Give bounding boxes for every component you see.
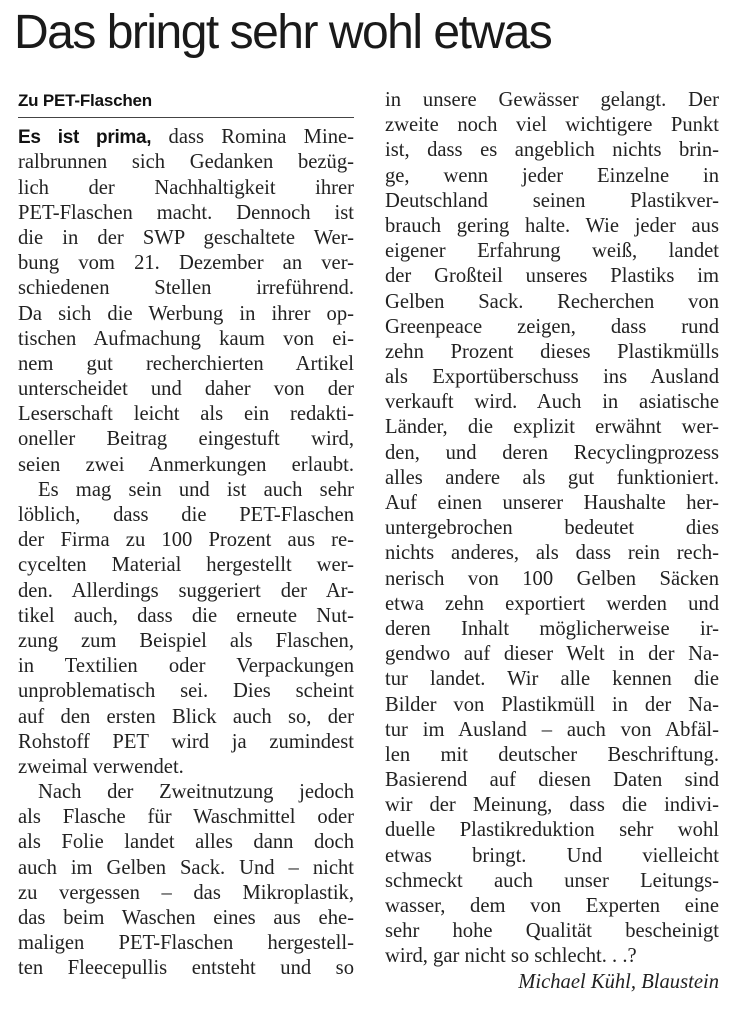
text-line: Auf einen unserer Haushalte her- <box>385 492 719 514</box>
text-line: in unsere Gewässer gelangt. Der <box>385 89 719 111</box>
article-kicker: Zu PET-Flaschen <box>18 91 152 110</box>
text-line: bung vom 21. Dezember an ver- <box>18 252 354 275</box>
text-line: die in der SWP geschaltete Wer- <box>18 226 354 249</box>
lead-line-text: dass Romina Mine- <box>151 126 354 149</box>
text-line: Greenpeace zeigen, dass rund <box>385 315 719 338</box>
text-line: Es mag sein und ist auch sehr <box>38 478 354 501</box>
text-line: tur im Ausland – auch von Abfäl- <box>385 718 719 741</box>
text-line: schiedenen Stellen irreführend. <box>18 277 354 300</box>
right-column <box>385 88 719 995</box>
text-line: Da sich die Werbung in ihrer op- <box>18 302 354 325</box>
text-line: Nach der Zweitnutzung jedoch <box>38 781 354 804</box>
text-line: Rohstoff PET wird ja zumindest <box>18 730 354 753</box>
text-line: oneller Beitrag eingestuft wird, <box>18 428 354 451</box>
left-column-lines <box>18 150 354 981</box>
text-line: ralbrunnen sich Gedanken bezüg- <box>18 151 354 174</box>
text-line: sehr hohe Qualität bescheinigt <box>385 920 719 943</box>
text-line: wird, gar nicht so schlecht. . .? <box>385 945 637 968</box>
text-line: Bilder von Plastikmüll in der Na- <box>385 693 719 716</box>
text-line: das beim Waschen eines aus ehe- <box>18 907 354 929</box>
text-line: gendwo auf dieser Welt in der Na- <box>385 643 719 666</box>
text-line: zu vergessen – das Mikroplastik, <box>18 881 354 904</box>
text-line: untergebrochen bedeutet dies <box>385 517 719 540</box>
text-line: unterscheidet und daher von der <box>18 378 354 401</box>
text-line: nerisch von 100 Gelben Säcken <box>385 567 719 590</box>
text-line: der Großteil unseres Plastiks im <box>385 265 719 288</box>
text-line: tur landet. Wir alle kennen die <box>385 668 719 691</box>
text-line: deren Inhalt möglicherweise ir- <box>385 617 719 640</box>
text-line: etwa zehn exportiert werden und <box>385 592 719 615</box>
right-column-lines <box>385 88 719 970</box>
text-line: Basierend auf diesen Daten sind <box>385 769 719 792</box>
text-line: tischen Aufmachung kaum von ei- <box>18 327 354 350</box>
text-line: alles andere als gut funktioniert. <box>385 466 719 489</box>
left-column <box>18 88 354 982</box>
lead-line <box>18 125 354 150</box>
text-line: den. Allerdings suggeriert der Ar- <box>18 579 354 602</box>
text-line: als Folie landet alles dann doch <box>18 831 354 854</box>
text-line: cycelten Material hergestellt wer- <box>18 554 354 577</box>
text-line: zweimal verwendet. <box>18 755 184 778</box>
text-line: ist, dass es angeblich nichts brin- <box>385 139 719 162</box>
article-headline: Das bringt sehr wohl etwas <box>14 6 552 59</box>
text-line: len mit deutscher Beschriftung. <box>385 743 719 766</box>
kicker-divider <box>18 117 354 118</box>
author-signature: Michael Kühl, Blaustein <box>518 970 719 993</box>
text-line: den, und deren Recyclingprozess <box>385 441 719 464</box>
text-line: zweite noch viel wichtigere Punkt <box>385 114 719 137</box>
text-line: nichts anderes, als dass rein rech- <box>385 542 719 565</box>
text-line: als Exportüberschuss ins Ausland <box>385 366 719 389</box>
text-line: Deutschland seinen Plastikver- <box>385 189 719 212</box>
text-line: löblich, dass die PET-Flaschen <box>18 504 354 526</box>
text-line: brauch gering halte. Wie jeder aus <box>385 214 719 237</box>
text-line: maligen PET-Flaschen hergestell- <box>18 932 354 955</box>
text-line: tikel auch, dass die erneute Nut- <box>18 604 354 627</box>
text-line: ten Fleecepullis entsteht und so <box>18 957 354 980</box>
text-line: in Textilien oder Verpackungen <box>18 655 354 678</box>
text-line: seien zwei Anmerkungen erlaubt. <box>18 453 354 476</box>
text-line: zung zum Beispiel als Flaschen, <box>18 629 354 652</box>
text-line: wasser, dem von Experten eine <box>385 895 719 917</box>
text-line: auch im Gelben Sack. Und – nicht <box>18 856 354 879</box>
text-line: PET-Flaschen macht. Dennoch ist <box>18 201 354 224</box>
text-line: nem gut recherchierten Artikel <box>18 352 354 375</box>
text-line: wir der Meinung, dass die indivi- <box>385 794 719 817</box>
text-line: schmeckt auch unser Leitungs- <box>385 869 719 892</box>
text-line: lich der Nachhaltigkeit ihrer <box>18 176 354 199</box>
text-line: Leserschaft leicht als ein redakti- <box>18 403 354 426</box>
text-line: duelle Plastikreduktion sehr wohl <box>385 819 719 842</box>
text-line: etwas bringt. Und vielleicht <box>385 844 719 867</box>
text-line: als Flasche für Waschmittel oder <box>18 806 354 829</box>
text-line: unproblematisch sei. Dies scheint <box>18 680 354 703</box>
text-line: auf den ersten Blick auch so, der <box>18 705 354 728</box>
text-line: ge, wenn jeder Einzelne in <box>385 164 719 187</box>
text-line: verkauft wird. Auch in asiatische <box>385 391 719 414</box>
text-line: Gelben Sack. Recherchen von <box>385 290 719 313</box>
text-line: eigener Erfahrung weiß, landet <box>385 240 719 263</box>
text-line: zehn Prozent dieses Plastikmülls <box>385 340 719 363</box>
text-line: der Firma zu 100 Prozent aus re- <box>18 529 354 552</box>
lead-phrase: Es ist prima, <box>18 127 152 149</box>
text-line: Länder, die explizit erwähnt wer- <box>385 416 719 439</box>
